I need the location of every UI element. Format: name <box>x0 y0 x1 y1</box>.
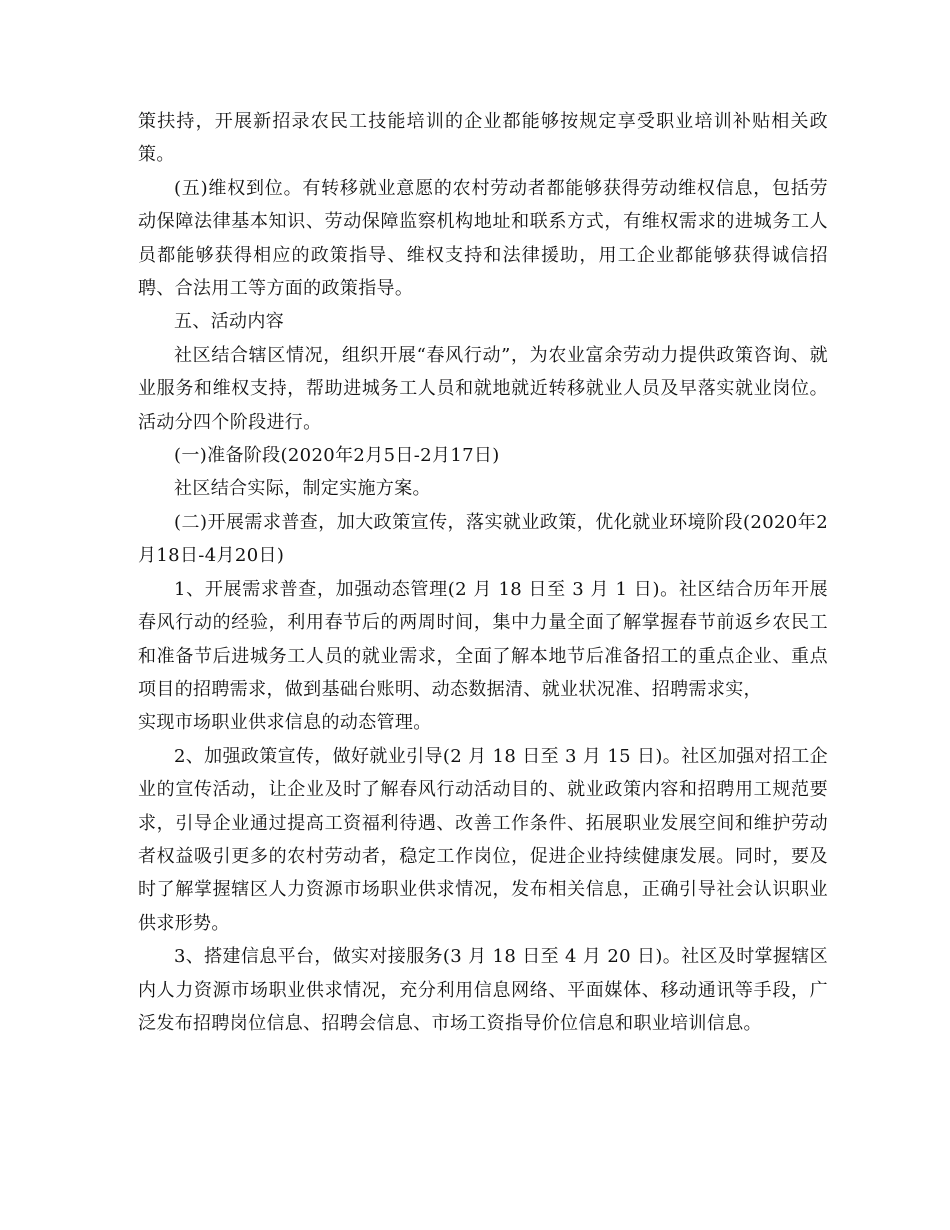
paragraph-item-2-policy-publicity: 2、加强政策宣传，做好就业引导(2 月 18 日至 3 月 15 日)。社区加强对招工企业的宣传活动，让企业及时了解春风行动活动目的、就业政策内容和招聘用工规范要求，引导企业通过提高工资福利待遇、改善工作条件、拓展职业发展空间和维护劳动者权益吸引更多的农村劳动者，稳定工作岗位，促进企业持续健康发展。同时，要及时了解掌握辖区人力资源市场职业供求情况，发布相关信息，正确引导社会认识职业供求形势。 <box>138 745 828 934</box>
section-heading-activity-content: 五、活动内容 <box>174 311 285 333</box>
paragraph-item-1-demand-survey: 1、开展需求普查，加强动态管理(2 月 18 日至 3 月 1 日)。社区结合历年开展春风行动的经验，利用春节后的两周时间，集中力量全面了解掌握春节前返乡农民工和准备节后进城务工人员的就业需求，全面了解本地节后准备招工的重点企业、重点项目的招聘需求，做到基础台账明、动态数据清、就业状况准、招聘需求实， <box>138 578 828 700</box>
paragraph-rights-protection: (五)维权到位。有转移就业意愿的农村劳动者都能够获得劳动维权信息，包括劳动保障法律基本知识、劳动保障监察机构地址和联系方式，有维权需求的进城务工人员都能够获得相应的政策指导、维权支持和法律援助，用工企业都能够获得诚信招聘、合法用工等方面的政策指导。 <box>138 177 828 300</box>
paragraph-item-1-continuation: 实现市场职业供求信息的动态管理。 <box>138 712 432 734</box>
paragraph-policy-continuation: 策扶持，开展新招录农民工技能培训的企业都能够按规定享受职业培训补贴相关政策。 <box>138 111 828 166</box>
subheading-preparation-stage: (一)准备阶段(2020年2月5日-2月17日) <box>174 445 500 467</box>
document-body <box>138 105 828 1040</box>
paragraph-preparation-plan: 社区结合实际，制定实施方案。 <box>174 478 431 500</box>
subheading-demand-survey-stage: (二)开展需求普查，加大政策宣传，落实就业政策，优化就业环境阶段(2020年2月18日-4月20日) <box>138 511 828 567</box>
paragraph-activity-overview: 社区结合辖区情况，组织开展“春风行动”，为农业富余劳动力提供政策咨询、就业服务和维权支持，帮助进城务工人员和就地就近转移就业人员及早落实就业岗位。活动分四个阶段进行。 <box>138 344 828 433</box>
paragraph-item-3-info-platform: 3、搭建信息平台，做实对接服务(3 月 18 日至 4 月 20 日)。社区及时掌握辖区内人力资源市场职业供求情况，充分利用信息网络、平面媒体、移动通讯等手段，广泛发布招聘岗位信息、招聘会信息、市场工资指导价位信息和职业培训信息。 <box>138 946 828 1034</box>
